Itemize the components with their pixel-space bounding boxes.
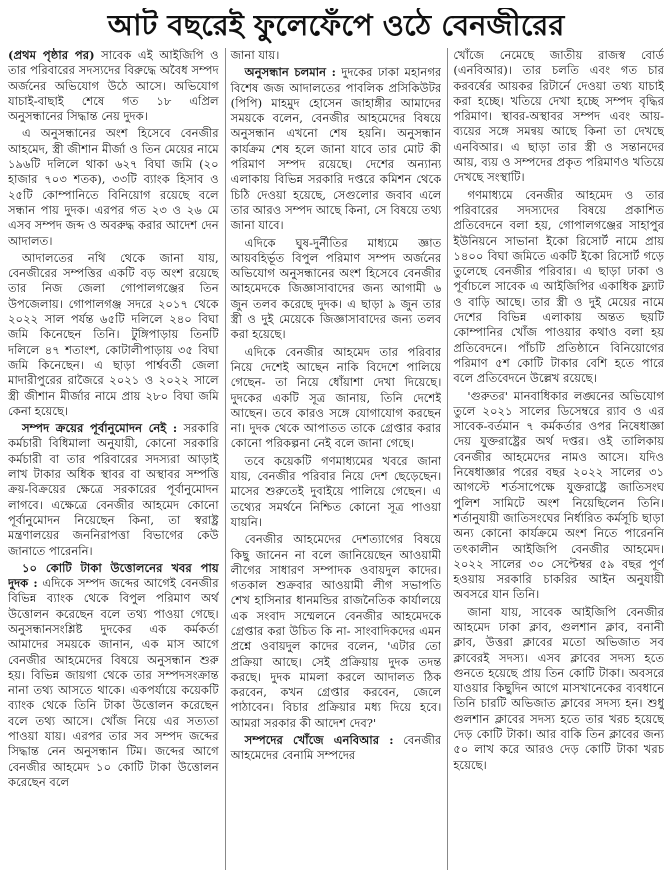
- paragraph: এদিকে ঘুষ-দুর্নীতির মাধ্যমে জ্ঞাত আয়বহির্ভূত বিপুল পরিমাণ সম্পদ অর্জনের অভিযোগ অনুসন্ধানের অংশ হিসেবে বেনজীর আহমেদকে জিজ্ঞাসাবাদের জন্য আগামী ৬ জুন তলব করেছে দুদক। এ ছাড়া ৯ জুন তার স্ত্রী ও দুই মেয়েকে জিজ্ঞাসাবাদের জন্য তলব করা হয়েছে।: [230, 235, 442, 342]
- subheading: সম্পদের খোঁজে এনবিআর :: [244, 733, 394, 748]
- continuation-label: (প্রথম পৃষ্ঠার পর): [8, 48, 95, 62]
- paragraph: সম্পদের খোঁজে এনবিআর : বেনজীর আহমেদের বেনামি সম্পদের: [230, 733, 442, 763]
- paragraph: তবে কয়েকটি গণমাধ্যমের খবরে জানা যায়, বেনজীর পরিবার নিয়ে দেশ ছেড়েছেন। মাসের শুরুতেই দুবাইয়ে পালিয়ে গেছেন। এ তথ্যের সমর্থনে নিশ্চিত কোনো সূত্র পাওয়া যায়নি।: [230, 453, 442, 529]
- paragraph: খোঁজে নেমেছে জাতীয় রাজস্ব বোর্ড (এনবিআর)। তার চলতি এবং গত চার করবর্ষের আয়কর রিটার্নে দেওয়া তথ্য যাচাই করা হচ্ছে। খতিয়ে দেখা হচ্ছে সম্পদ বৃদ্ধির পরিমাণ। স্থাবর-অস্থাবর সম্পদ এবং আয়-ব্যয়ের সঙ্গে সমন্বয় আছে কিনা তা দেখছে এনবিআর। এ ছাড়া তার স্ত্রী ও সন্তানদের আয়, ব্যয় ও সম্পদের প্রকৃত পরিমাণও খতিয়ে দেখছে সংস্থাটি।: [453, 48, 665, 185]
- paragraph: অনুসন্ধান চলমান : দুদকের ঢাকা মহানগর বিশেষ জজ আদালতের পাবলিক প্রসিকিউটর (পিপি) মাহমুদ হোসেন জাহাঙ্গীর আমাদের সময়কে বলেন, বেনজীর আহমেদের বিষয়ে অনুসন্ধান এখনো শেষ হয়নি। অনুসন্ধান কার্যক্রম শেষ হলে জানা যাবে তার মোট কী পরিমাণ সম্পদ রয়েছে। দেশের অন্যান্য এলাকায় বিভিন্ন সরকারি দপ্তরে কমিশন থেকে চিঠি দেওয়া হয়েছে, সেগুলোর জবাব এলে তার আরও সম্পদ আছে কিনা, সে বিষয়ে তথ্য জানা যাবে।: [230, 65, 442, 233]
- column-2: [225, 48, 442, 870]
- paragraph: (প্রথম পৃষ্ঠার পর) সাবেক এই আইজিপি ও তার পরিবারের সদস্যদের বিরুদ্ধে অবৈধ সম্পদ অর্জনের অভিযোগ উঠে আসে। অভিযোগ যাচাই-বাছাই শেষে গত ১৮ এপ্রিল অনুসন্ধানের সিদ্ধান্ত নেয় দুদক।: [8, 48, 219, 124]
- paragraph: এ অনুসন্ধানের অংশ হিসেবে বেনজীর আহমেদ, স্ত্রী জীশান মীর্জা ও তিন মেয়ের নামে ১৯৬টি দলিলে থাকা ৬২৭ বিঘা জমি (২০ হাজার ৭০৩ শতক), ৩৩টি ব্যাংক হিসাব ও ২৫টি কোম্পানিতে বিনিয়োগ রয়েছে বলে সন্ধান পায় দুদক। এরপর গত ২৩ ও ২৬ মে এসব সম্পদ জব্দ ও অবরুদ্ধ করার আদেশ দেন আদালত।: [8, 126, 219, 248]
- paragraph: বেনজীর আহমেদের দেশত্যাগের বিষয়ে কিছু জানেন না বলে জানিয়েছেন আওয়ামী লীগের সাধারণ সম্পাদক ওবায়দুল কাদের। গতকাল শুক্রবার আওয়ামী লীগ সভাপতি শেখ হাসিনার ধানমন্ডির রাজনৈতিক কার্যালয়ে এক সংবাদ সম্মেলনে বেনজীর আহমেদকে গ্রেপ্তার করা উচিত কি না- সাংবাদিকদের এমন প্রশ্নে ওবায়দুল কাদের বলেন, 'এটার তো প্রক্রিয়া আছে। সেই প্রক্রিয়ায় দুদক তদন্ত করছে। দুদক মামলা করলে আদালত ঠিক করবেন, কখন গ্রেপ্তার করবেন, জেলে পাঠাবেন। বিচার প্রক্রিয়ার মধ্য দিয়ে হবে। আমরা সরকার কী আদেশ দেব?': [230, 532, 442, 730]
- paragraph: এদিকে বেনজীর আহমেদ তার পরিবার নিয়ে দেশেই আছেন নাকি বিদেশে পালিয়ে গেছেন- তা নিয়ে ধোঁয়াশা দেখা দিয়েছে। দুদকের একটি সূত্র জানায়, তিনি দেশেই আছেন। তবে কারও সঙ্গে যোগাযোগ করছেন না। দুদক থেকে আপাতত তাকে গ্রেপ্তার করার কোনো পরিকল্পনা নেই বলে জানা গেছে।: [230, 344, 442, 451]
- column-1: [8, 48, 219, 870]
- subheading: ১০ কোটি টাকা উত্তোলনের খবর পায় দুদক :: [8, 560, 219, 591]
- paragraph: সম্পদ ক্রয়ের পূর্বানুমোদন নেই : সরকারি কর্মচারী বিধিমালা অনুযায়ী, কোনো সরকারি কর্মচারী বা তার পরিবারের সদস্যরা আড়াই লাখ টাকার অধিক স্থাবর বা অস্থাবর সম্পত্তি ক্রয়-বিক্রয়ের ক্ষেত্রে সরকারের পূর্বানুমোদন লাগবে। এক্ষেত্রে বেনজীর আহমেদ কোনো পূর্বানুমোদন নিয়েছেন কিনা, তা স্বরাষ্ট্র মন্ত্রণালয়ের জননিরাপত্তা বিভাগের কেউ জানাতে পারেননি।: [8, 421, 219, 558]
- paragraph: 'গুরুতর' মানবাধিকার লঙ্ঘনের অভিযোগ তুলে ২০২১ সালের ডিসেম্বরে র‌্যাব ও এর সাবেক-বর্তমান ৭ কর্মকর্তার ওপর নিষেধাজ্ঞা দেয় যুক্তরাষ্ট্রের অর্থ দপ্তর। ওই তালিকায় বেনজীর আহমেদের নামও আসে। যদিও নিষেধাজ্ঞার পরের বছর ২০২২ সালের ৩১ আগস্টে শর্তসাপেক্ষে যুক্তরাষ্ট্রে জাতিসংঘ পুলিশ সামিটে অংশ নিয়েছিলেন তিনি। শর্তানুযায়ী জাতিসংঘের নির্ধারিত কর্মসূচি ছাড়া অন্য কোনো কার্যক্রমে অংশ নিতে পারেননি তৎকালীন আইজিপি বেনজীর আহমেদ। ২০২২ সালের ৩০ সেপ্টেম্বর ৫৯ বছর পূর্ণ হওয়ায় সরকারি চাকরির আইন অনুযায়ী অবসরে যান তিনি।: [453, 388, 665, 602]
- subheading: অনুসন্ধান চলমান :: [244, 65, 336, 80]
- paragraph: ১০ কোটি টাকা উত্তোলনের খবর পায় দুদক : এদিকে সম্পদ জব্দের আগেই বেনজীর বিভিন্ন ব্যাংক থেকে বিপুল পরিমাণ অর্থ উত্তোলন করেছেন বলে তথ্য পাওয়া গেছে। অনুসন্ধানসংশ্লিষ্ট দুদকের এক কর্মকর্তা আমাদের সময়কে জানান, এক মাস আগে বেনজীর আহমেদের বিষয়ে অনুসন্ধান শুরু হয়। বিভিন্ন জায়গা থেকে তার সম্পদসংক্রান্ত নানা তথ্য আসতে থাকে। একপর্যায়ে কয়েকটি ব্যাংক থেকে তিনি টাকা উত্তোলন করেছেন বলে তথ্য আসে। খোঁজ নিয়ে এর সত্যতা পাওয়া যায়। এরপর তার সব সম্পদ জব্দের সিদ্ধান্ত নেন অনুসন্ধান টিম। জব্দের আগে বেনজীর আহমেদ ১০ কোটি টাকা উত্তোলন করেছেন বলে: [8, 560, 219, 789]
- paragraph: জানা যায়।: [230, 48, 280, 62]
- headline: আট বছরেই ফুলেফেঁপে ওঠে বেনজীরের: [107, 8, 565, 42]
- subheading: সম্পদ ক্রয়ের পূর্বানুমোদন নেই :: [22, 421, 178, 436]
- article-body: [8, 48, 664, 870]
- column-3: [447, 48, 664, 870]
- paragraph: আদালতের নথি থেকে জানা যায়, বেনজীরের সম্পত্তির একটি বড় অংশ রয়েছে তার নিজ জেলা গোপালগঞ্জের তিন উপজেলায়। গোপালগঞ্জ সদরে ২০১৭ থেকে ২০২২ সাল পর্যন্ত ৬৫টি দলিলে ২৪০ বিঘা জমি কিনেছেন তিনি। টুঙ্গিপাড়ায় তিনটি দলিলে ৪৭ শতাংশ, কোটালীপাড়ায় ৩৫ বিঘা জমি কিনেছেন। এ ছাড়া পার্শ্ববর্তী জেলা মাদারীপুরের রাজৈরে ২০২১ ও ২০২২ সালে স্ত্রী জীশান মীর্জার নামে প্রায় ২৮০ বিঘা জমি কেনা হয়েছে।: [8, 250, 219, 418]
- paragraph: জানা যায়, সাবেক আইজিপি বেনজীর আহমেদ ঢাকা ক্লাব, গুলশান ক্লাব, বনানী ক্লাব, উত্তরা ক্লাবের মতো অভিজাত সব ক্লাবেরই সদস্য। এসব ক্লাবের সদস্য হতে গুনতে হয়েছে প্রায় তিন কোটি টাকা। অবসরে যাওয়ার কিছুদিন আগে মাসখানেকের ব্যবধানে তিনি চারটি অভিজাত ক্লাবের সদস্য হন। শুধু গুলশান ক্লাবের সদস্য হতে তার খরচ হয়েছে দেড় কোটি টাকা। আর বাকি তিন ক্লাবের জন্য ৫০ লাখ করে আরও দেড় কোটি টাকা খরচ হয়েছে।: [453, 604, 665, 772]
- paragraph: গণমাধ্যমে বেনজীর আহমেদ ও তার পরিবারের সদস্যদের বিষয়ে প্রকাশিত প্রতিবেদনে বলা হয়, গোপালগঞ্জের সাহাপুর ইউনিয়নে সাভানা ইকো রিসোর্ট নামে প্রায় ১৪০০ বিঘা জমিতে একটি ইকো রিসোর্ট গড়ে তুলেছে বেনজীর পরিবার। এ ছাড়া ঢাকা ও পূর্বাচলে সাবেক এ আইজিপির একাধিক ফ্ল্যাট ও বাড়ি আছে। তার স্ত্রী ও দুই মেয়ের নামে দেশের বিভিন্ন এলাকায় অন্তত ছয়টি কোম্পানির খোঁজ পাওয়ার কথাও বলা হয় প্রতিবেদনে। পাঁচটি প্রতিষ্ঠানে বিনিয়োগের পরিমাণ ৫শ কোটি টাকার বেশি হতে পারে বলে প্রতিবেদনে উল্লেখ রয়েছে।: [453, 187, 665, 386]
